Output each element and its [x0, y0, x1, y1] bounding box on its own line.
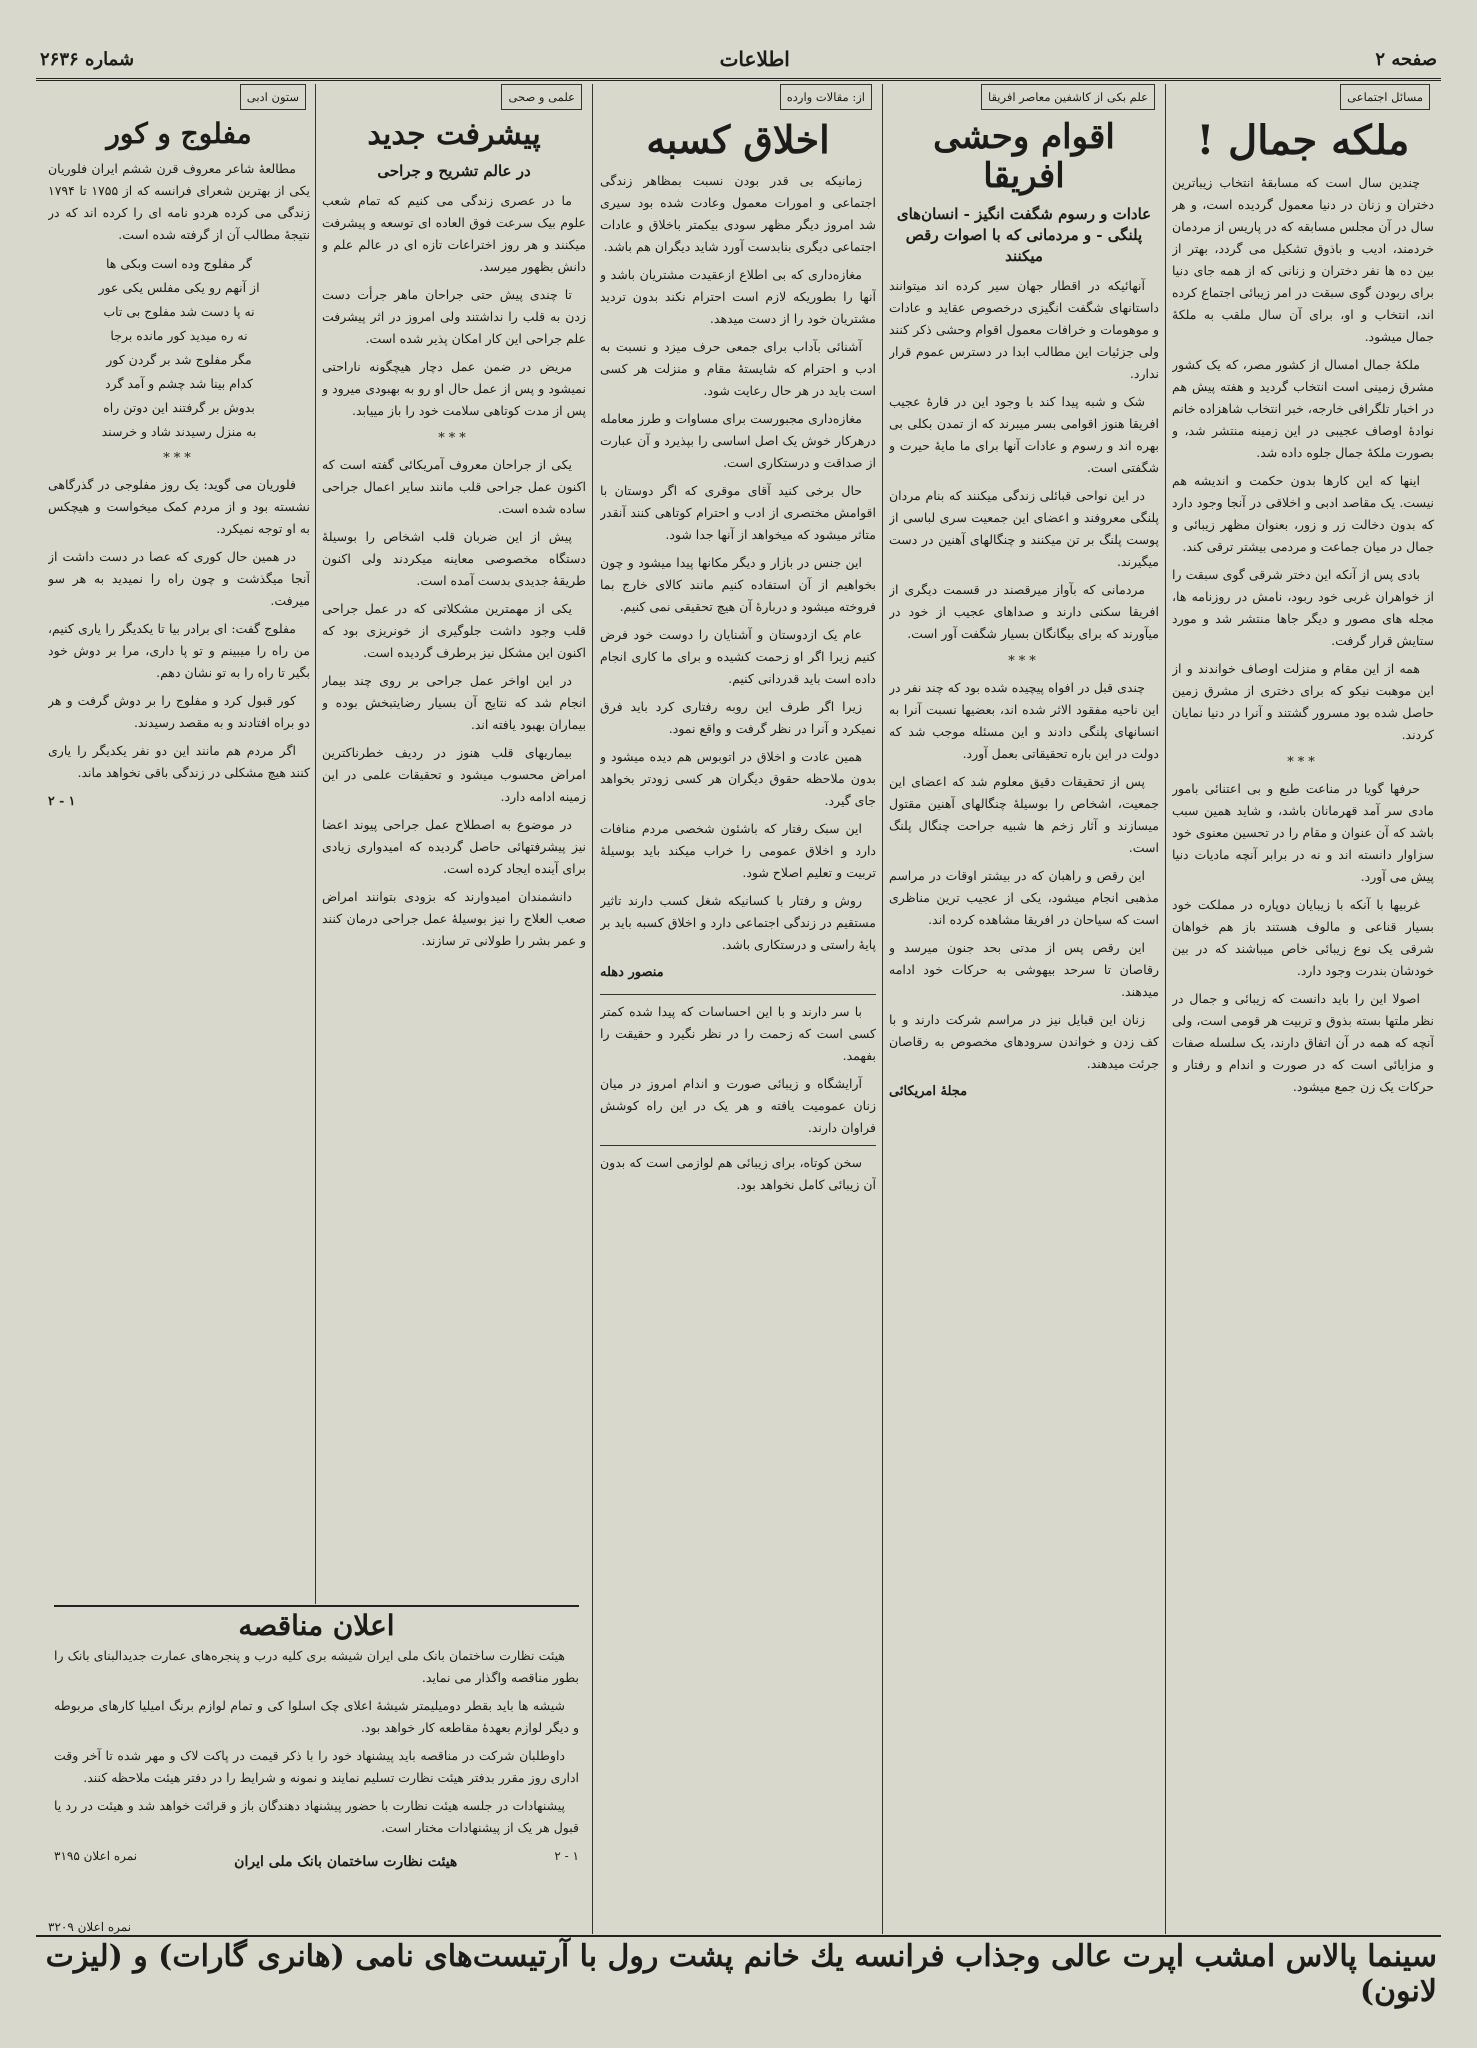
masthead-rule: [36, 78, 1441, 81]
paragraph: ملکهٔ جمال امسال از کشور مصر، که یک کشور مشرق زمینی است انتخاب گردید و هفته پیش هم در اخبار تلگرافی خارجه، خبر انتخاب شاهزاده خانم نوادهٔ اوصاف عجیبی در این زمینه منتشر شد، و بصورت ملکهٔ جمال جلوه داده شد.: [1172, 357, 1434, 460]
paragraph: همین عادت و اخلاق در اتوبوس هم دیده میشود و بدون ملاحظه حقوق دیگران هر کسی زودتر بخواهد جای گیرد.: [600, 748, 876, 808]
byline: منصور دهله: [600, 964, 664, 980]
paragraph: این رقص پس از مدتی بحد جنون میرسد و رقاصان تا سرحد بیهوشی به حرکات خود ادامه میدهند.: [889, 940, 1159, 1000]
poem-line: کدام بینا شد چشم و آمد گرد: [105, 376, 253, 392]
paragraph: مریض در ضمن عمل دچار هیچگونه ناراحتی نمیشود و پس از عمل حال او رو به بهبودی میرود و پس از مدت کوتاهی سلامت خود را باز مییابد.: [322, 358, 586, 418]
paragraph: در موضوع به اصطلاح عمل جراحی پیوند اعضا نیز پیشرفتهائی حاصل گردیده که امیدواری زیادی برای آینده ایجاد کرده است.: [322, 816, 586, 876]
column-rule: [882, 84, 883, 1934]
headline: مفلوج و کور: [106, 117, 252, 150]
paragraph: چندین سال است که مسابقهٔ انتخاب زیباترین دختران و زنان در دنیا معمول گردیده است، و هر سال در آن مجلس مسابقه که در پاریس از مردمان خردمند، ادیب و باذوق تشکیل می گردد، بهتر از بین ده ها نفر دختران و زنانی که از همه جای دنیا برای ربودن گوی سبقت در امر زیبائی اجتماع کرده اند، انتخاب و او، برای آن سال ملقب به ملکهٔ جمال میشود.: [1172, 175, 1434, 344]
page-label: صفحه ۲: [1375, 48, 1437, 70]
section-kicker: از: مقالات وارده: [780, 84, 872, 110]
paragraph: یکی از جراحان معروف آمریکائی گفته است که اکنون عمل جراحی قلب مانند سایر اعمال جراحی ساده شده است.: [322, 456, 586, 516]
paragraph: عام یک ازدوستان و آشنایان را دوست خود فرض کنیم زیرا اگر او زحمت کشیده و برای ما کاری انجام داده است باید قدردانی کنیم.: [600, 626, 876, 686]
paragraph: دانشمندان امیدوارند که بزودی بتوانند امراض صعب العلاج را نیز بوسیلهٔ عمل جراحی درمان کنند و عمر بشر را طولانی تر سازند.: [322, 888, 586, 948]
byline: مجلهٔ امریکائی: [889, 1084, 968, 1100]
paragraph: شیشه ها باید بقطر دومیلیمتر شیشهٔ اعلای چک اسلوا کی و تمام لوازم برنگ امیلیا کارهای مربوطه و دیگر لوازم بعهدهٔ مقاطعه کار خواهد بود.: [54, 1698, 579, 1735]
headline: اقوام وحشی افریقا: [933, 117, 1115, 197]
paragraph: مردمانی که بآواز میرقصند در قسمت دیگری از افریقا سکنی دارند و صداهای عجیب از خود در میآورند که برای بیگانگان بسیار شگفت آور است.: [889, 582, 1159, 642]
paragraph: آنهائیکه در اقطار جهان سیر کرده اند میتوانند داستانهای شگفت انگیزی درخصوص عقاید و عادات و موهومات و خرافات معمول اقوام وحشی ذکر کنند ولی جزئیات این مطالب ابدا در دسترس عموم قرار ندارد.: [889, 278, 1159, 382]
poem-line: نه پا دست شد مفلوج بی تاب: [103, 304, 255, 320]
paragraph: در این نواحی قبائلی زندگی میکنند که بنام مردان پلنگی معروفند و اعضای این جمعیت سری لباسی از پوست پلنگ بر تن میکنند و چنگالهای آهنین در دست میگیرند.: [889, 488, 1159, 570]
paragraph: زیرا اگر طرف این روبه رفتاری کرد باید فرق نمیکرد و آنرا در نظر گرفت و واقع نمود.: [600, 698, 876, 736]
notice-signature: هیئت نظارت ساختمان بانک ملی ایران: [234, 1854, 458, 1870]
paragraph: روش و رفتار با کسانیکه شغل کسب دارند تاثیر مستقیم در زندگی اجتماعی دارد و اخلاق کسبه باید بر پایهٔ راستی و درستکاری باشد.: [600, 892, 876, 952]
paragraph: در این اواخر عمل جراحی بر روی چند بیمار انجام شد که نتایج آن بسیار رضایتبخش بوده و بیماران بهبود یافته اند.: [322, 672, 586, 732]
paragraph: حرفها گویا در مناعت طبع و بی اعتنائی بامور مادی سر آمد قهرمانان باشد، و شاید همین سبب باشد که آن عنوان و مقام را در تحسین معنوی خود سزاوار دانسته اند و نه در برابر آنچه مادیات دنیا پیش می آورد.: [1172, 781, 1434, 884]
paragraph: پیش از این ضربان قلب اشخاص را بوسیلهٔ دستگاه مخصوصی معاینه میکردند ولی اکنون طریقهٔ جدیدی بدست آمده است.: [322, 528, 586, 588]
signature: ۱ - ۲: [48, 793, 76, 809]
paragraph: پس از تحقیقات دقیق معلوم شد که اعضای این جمعیت، اشخاص را بوسیلهٔ چنگالهای آهنین مقتول میسازند و آثار زخم ها شبیه جراحت چنگال پلنگ است.: [889, 774, 1159, 856]
poem-line: نه ره میدید کور مانده برجا: [110, 328, 248, 344]
poem-line: مگر مفلوج شد بر گردن کور: [106, 352, 252, 368]
article-african-tribes: [889, 84, 1159, 1932]
paragraph: مغازه‌داری مجبورست برای مساوات و طرز معامله درهرکار خوش یک اصل اساسی را بپذیرد و آن عبارت از صداقت و درستکاری است.: [600, 410, 876, 470]
separator-stars: ***: [163, 451, 195, 467]
paragraph: فلوریان می گوید: یک روز مفلوجی در گذرگاهی نشسته بود و از مردم کمک میخواست و هیچکس به او توجه نمیکرد.: [48, 477, 310, 537]
notice-title: اعلان مناقصه: [238, 1609, 395, 1642]
section-kicker: ستون ادبی: [240, 84, 306, 110]
paragraph: زمانیکه بی قدر بودن نسبت بمظاهر زندگی اجتماعی و امورات معمول وعادت شده بود سیری شد امروز دیگر مظهر سودی بیکمتر باخلاق و عادات اجتماعی دیگری بنابدست آورد شاید دیگران هم باشد.: [600, 172, 876, 254]
paragraph: در همین حال کوری که عصا در دست داشت از آنجا میگذشت و چون راه را نمیدید به هر سو میرفت.: [48, 549, 310, 609]
footer-ad-number: نمره اعلان ۳۲۰۹: [48, 1920, 132, 1934]
paragraph: حال برخی کنید آقای موقری که اگر دوستان با اقوامش مختصری از ادب و احترام کوتاهی کنند آنقدر متاثر میشود که میخواهد از آنها جدا شود.: [600, 482, 876, 542]
article-malake-jamal: [1172, 84, 1434, 1932]
paragraph: اینها که این کارها بدون حکمت و اندیشه هم نیست. یک مقاصد ادبی و اخلاقی در آنجا وجود دارد که بدون دخالت زر و زور، بعنوان مظهر زیبائی و جمال در میان جماعت و مردمی بیشتر ترقی کند.: [1172, 473, 1434, 554]
paragraph: اصولا این را باید دانست که زیبائی و جمال در نظر ملتها بسته بذوق و تربیت هر قومی است، ولی آنچه که همه در آن اتفاق دارند، یک سلسله صفات و مزایائی است که در صورت و اندام و رفتار و حرکات یک زن جمع میشود.: [1172, 991, 1434, 1094]
paragraph: سخن کوتاه، برای زیبائی هم لوازمی است که بدون آن زیبائی کامل نخواهد بود.: [600, 1154, 876, 1192]
poem: [48, 252, 310, 444]
column-rule: [1165, 84, 1166, 1934]
article-akhlaq-kasabeh: [600, 84, 876, 1932]
subheadline: در عالم تشریح و جراحی: [377, 161, 531, 180]
paragraph: غربیها با آنکه با زیبایان دوپاره در مملکت خود بسیار قناعی و مالوف هستند باز هم خواهان شرقی یک نوع زیبائی خاص میباشند که در بین خودشان بندرت وجود دارد.: [1172, 897, 1434, 978]
paragraph: مطالعهٔ شاعر معروف قرن ششم ایران فلوریان یکی از بهترین شعرای فرانسه که از ۱۷۵۵ تا ۱۷۹۴ زندگی می کرده هردو نامه ای را کرده اند که در نتیجهٔ مطالب آن از گرفته شده است.: [48, 161, 310, 243]
paragraph: این جنس در بازار و دیگر مکانها پیدا میشود و چون بخواهیم از آن استفاده کنیم مانند کالای خارج بما فروخته میشود و دربارهٔ آن هیچ تحقیقی نمی کنیم.: [600, 554, 876, 614]
paragraph: پیشنهادات در جلسه هیئت نظارت با حضور پیشنهاد دهندگان باز و قرائت خواهد شد و هیئت در رد یا قبول هر یک از پیشنهادات مختار است.: [54, 1798, 579, 1835]
article-surgery: [322, 84, 586, 1594]
poem-line: به منزل رسیدند شاد و خرسند: [101, 424, 257, 440]
footer-rule: [36, 1935, 1441, 1937]
section-kicker: علمی و صحی: [501, 84, 582, 110]
paragraph: با سر دارند و با این احساسات که پیدا شده کمتر کسی است که زحمت را در نظر نگیرد و حقیقت را بفهمد.: [600, 1003, 876, 1063]
paragraph: زنان این قبایل نیز در مراسم شرکت دارند و با کف زدن و خواندن سرودهای مخصوص به رقاصان جرئت میدهند.: [889, 1012, 1159, 1072]
paragraph: شک و شبه پیدا کند با وجود این در قارهٔ عجیب افریقا هنوز اقوامی بسر میبرند که از تمدن بکلی بی بهره اند و رسوم و عادات آنها برای ما مایهٔ حیرت و شگفتی است.: [889, 394, 1159, 476]
paragraph: کور قبول کرد و مفلوج را بر دوش گرفت و هر دو براه افتادند و به مقصد رسیدند.: [48, 693, 310, 731]
paragraph: آرایشگاه و زیبائی صورت و اندام امروز در میان زنان عمومیت یافته و هر یک در این راه کوشش فراوان دارند.: [600, 1075, 876, 1135]
article-poem: [48, 84, 310, 1594]
notice-footer: [54, 1845, 579, 1873]
section-kicker: مسائل اجتماعی: [1340, 84, 1430, 110]
notice-date-code: ۱ - ۲: [554, 1849, 579, 1863]
paragraph: داوطلبان شرکت در مناقصه باید پیشنهاد خود را با ذکر قیمت در پاکت لاک و مهر شده تا آخر وقت اداری روز مقرر بدفتر هیئت نظارت تسلیم نمایند و نمونه و شرایط را در دفتر هیئت ملاحظه کنند.: [54, 1748, 579, 1785]
paragraph: آشنائی بآداب برای جمعی حرف میزد و نسبت به ادب و احترام که شایستهٔ مقام و منزلت هر کسی است باید در هر حال رعایت شود.: [600, 338, 876, 398]
paragraph: همه از این مقام و منزلت اوصاف خواندند و از این موهبت نیکو که برای دختری از مشرق زمین حاصل شده بود مسرور گشتند و آنرا در دنیا نمایان کردند.: [1172, 661, 1434, 742]
poem-line: از آنهم رو یکی مفلس یکی عور: [98, 280, 260, 296]
paragraph: تا چندی پیش حتی جراحان ماهر جرأت دست زدن به قلب را نداشتند ولی امروز در اثر پیشرفت علم جراحی این کار امکان پذیر شده است.: [322, 286, 586, 346]
masthead: [40, 42, 1437, 76]
headline: پیشرفت جدید: [367, 117, 541, 152]
separator-stars: ***: [438, 430, 470, 446]
headline: ملکه جمال !: [1196, 117, 1410, 164]
poem-line: گر مفلوج وده است وبکی ها: [105, 256, 252, 272]
paragraph: این رقص و راهبان که در بیشتر اوقات در مراسم مذهبی انجام میشود، یکی از عجیب ترین مناظری است که سیاحان در افریقا مشاهده کرده اند.: [889, 868, 1159, 928]
section-kicker: علم بکی از کاشفین معاصر افریقا: [981, 84, 1155, 110]
paragraph: هیئت نظارت ساختمان بانک ملی ایران شیشه بری کلیه درب و پنجره‌های عمارت جدیدالبنای بانک را بطور مناقصه واگذار می نماید.: [54, 1648, 579, 1685]
separator-stars: ***: [1287, 755, 1319, 770]
auction-notice: [54, 1605, 579, 1931]
paragraph: بادی پس از آنکه این دختر شرقی گوی سبقت را از خواهران غربی خود ربود، نامش در روزنامه ها، مجله های مصور و دیگر جاها منتشر شد و مورد ستایش قرار گرفت.: [1172, 567, 1434, 648]
paragraph: مفلوج گفت: ای برادر بیا تا یکدیگر را یاری کنیم، من راه را میبینم و تو پا داری، مرا بر دوش خود بگیر تا راه را به تو نشان دهم.: [48, 621, 310, 681]
notice-ad-number: نمره اعلان ۳۱۹۵: [54, 1849, 138, 1863]
subheadline: عادات و رسوم شگفت انگیز - انسان‌های پلنگی - و مردمانی که با اصوات رقص میکنند: [896, 205, 1152, 266]
headline: اخلاق کسبه: [646, 117, 830, 162]
newspaper-name: اطلاعات: [719, 47, 790, 71]
poem-line: بدوش بر گرفتند این دوتن راه: [103, 400, 255, 416]
separator-stars: ***: [1008, 654, 1040, 670]
paragraph: چندی قبل در افواه پیچیده شده بود که چند نفر در این ناحیه مفقود الاثر شده اند، بعضیها نسبت آنرا به انسانهای پلنگی دادند و این مسئله موجب شد که دولت در این باره تحقیقاتی بعمل آورد.: [889, 680, 1159, 762]
column-rule: [592, 84, 593, 1934]
paragraph: مغازه‌داری که بی اطلاع ازعقیدت مشتریان باشد و آنها را بطوریکه لازم است احترام نکند بدون تردید مشتریان خود را از دست میدهد.: [600, 266, 876, 326]
issue-number: شماره ۲۶۳۶: [40, 48, 135, 70]
paragraph: ما در عصری زندگی می کنیم که تمام شعب علوم بیک سرعت فوق العاده ای توسعه و پیشرفت میکنند و هر روز اختراعات تازه ای در عالم علم و دانش بظهور میرسد.: [322, 192, 586, 274]
column-rule: [315, 84, 316, 1604]
paragraph: اگر مردم هم مانند این دو نفر یکدیگر را یاری کنند هیچ مشکلی در زندگی باقی نخواهد ماند.: [48, 743, 310, 781]
paragraph: یکی از مهمترین مشکلاتی که در عمل جراحی قلب وجود داشت جلوگیری از خونریزی بود که اکنون این مشکل نیز برطرف گردیده است.: [322, 600, 586, 660]
cinema-banner: سینما پالاس امشب اپرت عالی وجذاب فرانسه یك خانم پشت رول با آرتیست‌های نامی (هانری گارات) و (لیزت لانون): [45, 1939, 1437, 2009]
paragraph: بیماریهای قلب هنوز در ردیف خطرناکترین امراض محسوب میشود و تحقیقات علمی در این زمینه ادامه دارد.: [322, 744, 586, 804]
paragraph: این سبک رفتار که باشئون شخصی مردم منافات دارد و اخلاق عمومی را خراب میکند باید بوسیلهٔ تربیت و تعلیم اصلاح شود.: [600, 820, 876, 880]
